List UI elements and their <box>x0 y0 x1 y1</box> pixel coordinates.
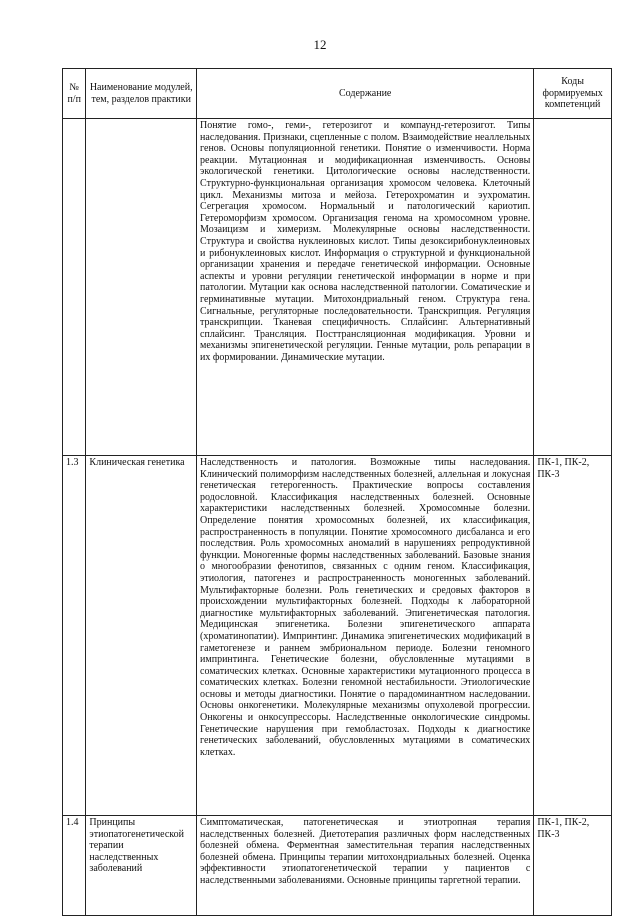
header-codes: Коды формируемых компетенций <box>534 69 612 119</box>
row-codes: ПК-1, ПК-2, ПК-3 <box>534 456 612 816</box>
row-codes <box>534 119 612 456</box>
row-codes: ПК-1, ПК-2, ПК-3 <box>534 816 612 916</box>
row-content: Понятие гомо-, геми-, гетерозигот и компаунд-гетерозигот. Типы наследования. Признаки, сцепленные с полом. Взаимодействие неаллельных генов. Основы популяционной генетики. Понятие о изменчивости. Норма реакции. Мутационная и модификационная изменчивость. Основы экологической генетики. Цитологические основы наследственности. Структурно-функциональная организация хромосом человека. Клеточный цикл. Механизмы митоза и мейоза. Гетерохроматин и эухроматин. Сегрегация хромосом. Нормальный и патологический кариотип. Гетероморфизм хромосом. Организация генома на хромосомном уровне. Мозаицизм и химеризм. Молекулярные основы наследственности. Структура и свойства нуклеиновых кислот. Типы дезоксирибонуклеиновых и рибонуклеиновых кислот. Информация о структурной и функциональной организации хранения и передаче генетической информации. Основные аспекты и уровни регуляции генетической информации в норме и при патологии. Мутации как основа наследственной патологии. Соматические и герминативные мутации. Митохондриальный геном. Структура гена. Сигнальные, регуляторные последовательности. Транскрипция. Регуляция транскрипции. Тканевая специфичность. Сплайсинг. Альтернативный сплайсинг. Трансляция. Посттрансляционная модификация. Уровни и механизмы эпигенетической регуляции. Генные мутации, роль репарации в их формировании. Динамические мутации. <box>197 119 534 456</box>
header-num: № п/п <box>63 69 86 119</box>
table-row <box>63 816 612 916</box>
table-header-row <box>63 69 612 119</box>
row-num: 1.3 <box>63 456 86 816</box>
row-name: Клиническая генетика <box>86 456 197 816</box>
row-num: 1.4 <box>63 816 86 916</box>
table-row <box>63 119 612 456</box>
page-number: 12 <box>313 37 327 52</box>
row-name <box>86 119 197 456</box>
row-name: Принципы этиопатогенетической терапии наследственных заболеваний <box>86 816 197 916</box>
header-name: Наименование модулей, тем, разделов практики <box>86 69 197 119</box>
table-row <box>63 456 612 816</box>
curriculum-table <box>62 68 612 916</box>
header-content: Содержание <box>197 69 534 119</box>
row-num <box>63 119 86 456</box>
row-content: Симптоматическая, патогенетическая и этиотропная терапия наследственных болезней. Диетотерапия различных форм наследственных болезней обмена. Ферментная заместительная терапия наследственных болезней обмена. Принципы терапии митохондриальных болезней. Оценка эффективности этиопатогенетической терапии у пациентов с наследственными заболеваниями. Основные принципы таргетной терапии. <box>197 816 534 916</box>
row-content: Наследственность и патология. Возможные типы наследования. Клинический полиморфизм наследственных болезней, аллельная и локусная генетическая гетерогенность. Практические вопросы составления родословной. Классификация наследственных болезней. Основные характеристики наследственных болезней. Хромосомные болезни. Определение понятия хромосомных болезней, их классификация, распространенность в популяции. Понятие хромосомного дисбаланса и его последствия. Роль хромосомных аномалий в нарушениях репродуктивной функции. Моногенные формы наследственных заболеваний. Базовые знания о многообразии фенотипов, связанных с одним геном. Классификация, этиология, патогенез и распространенность моногенных заболеваний. Мультифакторные болезни. Роль генетических и средовых факторов в происхождении мультифакторных болезней. Подходы к лабораторной диагностике мультифакторных заболеваний. Эпигенетическая патология. Медицинская эпигенетика. Болезни эпигенетического аппарата (хроматинопатии). Импринтинг. Динамика эпигенетических модификаций в гаметогенезе и раннем эмбриональном периоде. Болезни геномного импринтинга. Генетические болезни, обусловленные мутациями в соматических клетках. Основные характеристики мутационного процесса в соматических клетках. Болезни геномной нестабильности. Этиологические основы и методы диагностики. Понятие о парадоминантном наследовании. Основы онкогенетики. Молекулярные механизмы опухолевой прогрессии. Онкогены и онкосупрессоры. Наследственные онкологические синдромы. Генетические нарушения при гемобластозах. Подходы к диагностике генетических заболеваний, обусловленных мутациями в соматических клетках. <box>197 456 534 816</box>
